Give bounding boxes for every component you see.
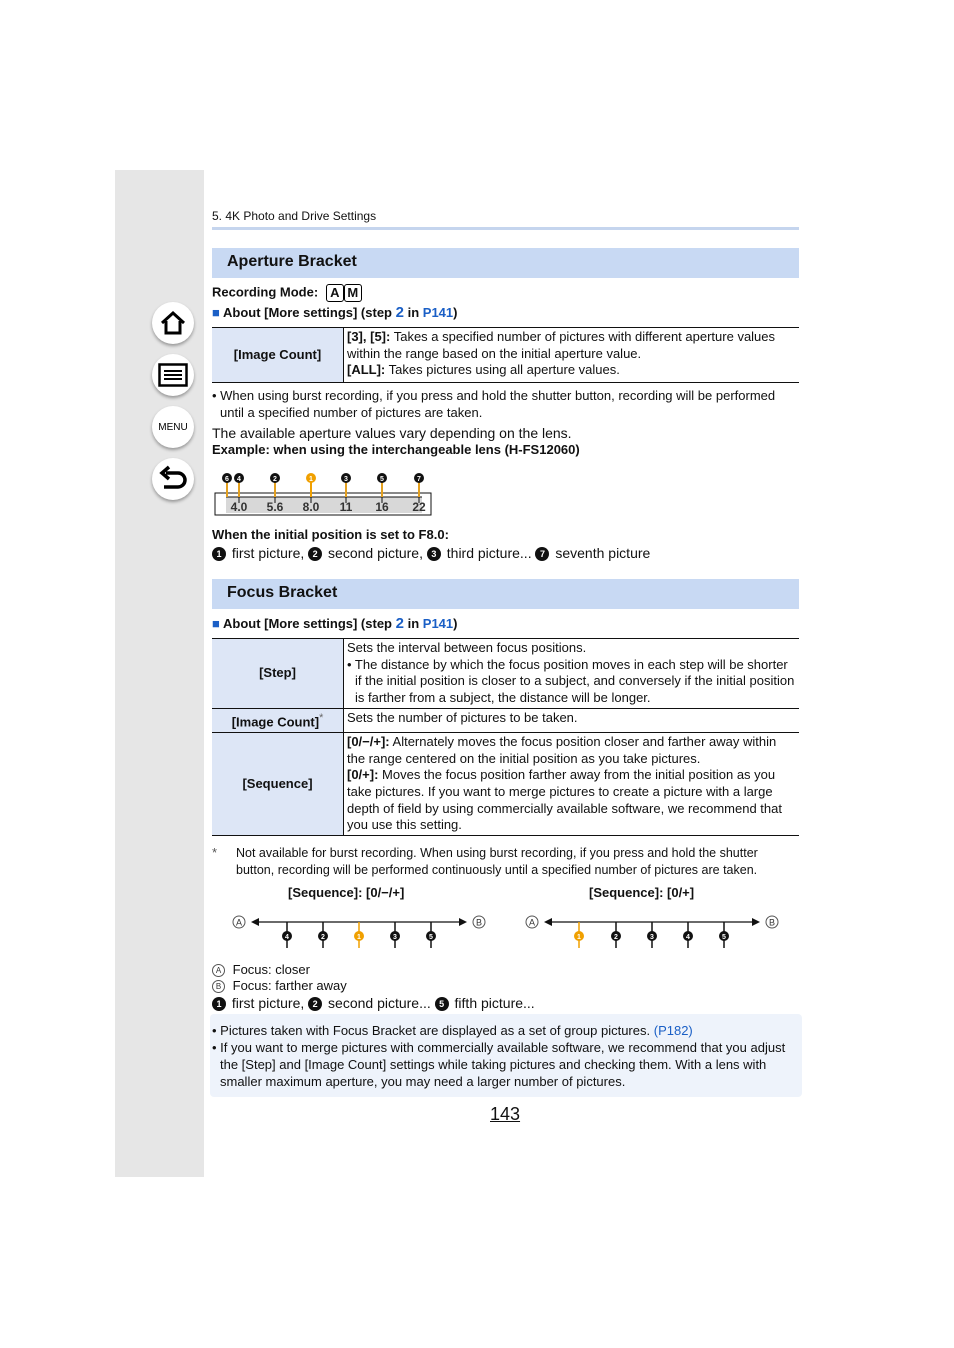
number-1-icon: 1 [212, 997, 226, 1011]
legend-text-2: second picture, [324, 545, 427, 561]
svg-text:6: 6 [225, 476, 229, 483]
note-1-link-p182[interactable]: (P182) [653, 1023, 693, 1038]
picture-marker-2 [318, 931, 328, 941]
page-number: 143 [490, 1104, 521, 1124]
aperture-value-label: 8.0 [302, 500, 320, 514]
aperture-value-label: 11 [339, 500, 353, 514]
focus-diagram-right [518, 905, 788, 955]
svg-text:2: 2 [614, 934, 618, 941]
picture-marker-3 [341, 473, 351, 483]
focus-settings-table [212, 638, 799, 836]
footnote-text: Not available for burst recording. When using burst recording, if you press and hold the shutter button, recording will be performed continuously until a specified number of pictures are taken. [236, 846, 758, 877]
back-button[interactable] [152, 458, 194, 500]
note-1-text: • Pictures taken with Focus Bracket are displayed as a set of group pictures. [212, 1023, 651, 1038]
seq-key-alternate: [0/−/+]: [347, 733, 390, 749]
number-1-icon: 1 [212, 547, 226, 561]
count-key-35: [3], [5]: [347, 329, 391, 344]
picture-marker-2 [611, 931, 621, 941]
svg-text:2: 2 [273, 476, 277, 483]
picture-marker-4 [282, 931, 292, 941]
picture-marker-5 [719, 931, 729, 941]
notes [212, 1022, 792, 1090]
about-step: 2 [395, 615, 404, 632]
number-3-icon: 3 [427, 547, 441, 561]
svg-text:B: B [768, 917, 776, 928]
picture-marker-2 [270, 473, 280, 483]
picture-marker-1 [306, 473, 316, 483]
picture-marker-4 [234, 473, 244, 483]
about-close: ) [453, 305, 458, 320]
step-line: Sets the interval between focus positions. [347, 640, 587, 655]
picture-marker-7 [414, 473, 424, 483]
arrow-right-icon [459, 918, 467, 926]
note-1 [212, 1022, 792, 1039]
letter-b-marker [766, 916, 778, 928]
home-button[interactable] [152, 302, 194, 344]
note-2: • If you want to merge pictures with commercially available software, we recommend that you adjust the [Step] and [Image Count] settings while taking pictures and checking them. With a lens with smaller maximum aperture, you may need a larger number of pictures. [212, 1040, 786, 1089]
number-7-icon: 7 [535, 547, 549, 561]
picture-marker-5 [426, 931, 436, 941]
svg-text:A: A [528, 917, 536, 928]
focus-diagram-left [225, 905, 495, 955]
letter-a-icon: A [212, 964, 225, 977]
about-step: 2 [395, 304, 404, 321]
number-2-icon: 2 [308, 997, 322, 1011]
focus-about-line [212, 615, 458, 632]
step-label: [Step] [212, 639, 344, 709]
letter-a-marker [233, 916, 245, 928]
breadcrumb: 5. 4K Photo and Drive Settings [212, 209, 377, 223]
diagram-right-title: [Sequence]: [0/+] [589, 885, 695, 900]
diagram-left-title: [Sequence]: [0/−/+] [288, 885, 405, 900]
about-link-p141[interactable]: P141 [422, 616, 454, 631]
image-count-label: [Image Count] [212, 328, 344, 383]
aperture-settings-table [212, 327, 799, 383]
aperture-picture-legend [212, 545, 650, 561]
number-2-icon: 2 [308, 547, 322, 561]
picture-marker-4 [683, 931, 693, 941]
legend-text-2: second picture... [324, 995, 435, 1011]
svg-text:B: B [475, 917, 483, 928]
focus-count-desc: Sets the number of pictures to be taken. [344, 708, 800, 732]
arrow-left-icon [251, 918, 259, 926]
contents-list-icon [158, 363, 188, 387]
about-in: in [407, 616, 420, 631]
svg-text:3: 3 [650, 934, 654, 941]
count-text-35: Takes a specified number of pictures with different aperture values within the range based on the initial aperture value. [347, 329, 776, 361]
legend-text-1: first picture, [228, 545, 309, 561]
arrow-right-icon [752, 918, 760, 926]
asterisk-mark: * [319, 711, 324, 724]
svg-text:5: 5 [722, 934, 726, 941]
image-count-desc [344, 328, 800, 383]
number-5-icon: 5 [435, 997, 449, 1011]
legend-text-1: first picture, [228, 995, 309, 1011]
count-label-text: [Image Count] [231, 714, 320, 730]
svg-text:1: 1 [357, 934, 361, 941]
legend-text-3: third picture... [442, 545, 536, 561]
header-rule [212, 227, 799, 230]
mode-m-icon: M [344, 284, 362, 302]
seq-text-alternate: Alternately moves the focus position closer and farther away within the range centered on the initial position as you take pictures. [347, 733, 777, 766]
step-bullet: • The distance by which the focus position moves in each step will be shorter if the initial position is closer to a subject, and conversely if the initial position is farther from a subject, the distance will be longer. [347, 656, 795, 706]
arrow-left-icon [544, 918, 552, 926]
mode-a-icon: A [326, 284, 344, 302]
picture-marker-3 [647, 931, 657, 941]
svg-text:3: 3 [393, 934, 397, 941]
svg-text:4: 4 [285, 934, 289, 941]
svg-text:1: 1 [577, 934, 581, 941]
menu-label: MENU [158, 421, 188, 433]
focus-picture-legend [212, 995, 535, 1011]
svg-text:2: 2 [321, 934, 325, 941]
legend-closer [212, 962, 310, 977]
aperture-value-label: 22 [412, 500, 426, 514]
seq-key-farther: [0/+]: [347, 767, 379, 783]
about-close: ) [453, 616, 458, 631]
initial-position-text: When the initial position is set to F8.0: [212, 527, 449, 542]
svg-text:4: 4 [237, 476, 241, 483]
recording-mode-line [212, 284, 362, 302]
sequence-label: [Sequence] [212, 732, 344, 835]
aperture-value-label: 16 [375, 500, 389, 514]
letter-b-icon: B [212, 980, 225, 993]
aperture-value-label: 5.6 [266, 500, 284, 514]
legend-farther [212, 978, 347, 993]
about-link-p141[interactable]: P141 [422, 305, 454, 320]
back-arrow-icon [158, 465, 188, 493]
menu-button[interactable] [152, 406, 194, 448]
square-bullet-icon: ■ [212, 305, 220, 320]
svg-text:5: 5 [380, 476, 384, 483]
aperture-about-line [212, 304, 458, 321]
square-bullet-icon: ■ [212, 616, 220, 631]
legend-text-7: seventh picture [551, 545, 651, 561]
svg-text:4: 4 [686, 934, 690, 941]
svg-text:5: 5 [429, 934, 433, 941]
picture-marker-1 [354, 931, 364, 941]
aperture-scale-diagram [212, 468, 437, 520]
contents-button[interactable] [152, 354, 194, 396]
footnote-star: * [212, 845, 218, 860]
burst-bullet: • When using burst recording, if you press and hold the shutter button, recording will be performed until a specified number of pictures are taken. [212, 388, 776, 420]
about-prefix: About [More settings] (step [223, 616, 392, 631]
letter-b-marker [473, 916, 485, 928]
svg-text:A: A [235, 917, 243, 928]
legend-farther-text: Focus: farther away [232, 978, 347, 993]
example-text: Example: when using the interchangeable lens (H-FS12060) [212, 442, 580, 457]
vary-text: The available aperture values vary depending on the lens. [212, 425, 572, 441]
svg-text:3: 3 [344, 476, 348, 483]
about-prefix: About [More settings] (step [223, 305, 392, 320]
aperture-bracket-heading: Aperture Bracket [212, 248, 799, 278]
picture-marker-3 [390, 931, 400, 941]
legend-text-5: fifth picture... [450, 995, 535, 1011]
recording-mode-label: Recording Mode: [212, 284, 319, 300]
scale-bar [226, 497, 422, 513]
picture-marker-5 [377, 473, 387, 483]
aperture-value-label: 4.0 [230, 500, 248, 514]
sequence-desc [344, 732, 800, 835]
count-text-all: Takes pictures using all aperture values. [385, 362, 620, 378]
svg-text:7: 7 [417, 476, 421, 483]
picture-marker-6 [222, 473, 232, 483]
legend-closer-text: Focus: closer [232, 962, 310, 977]
step-desc [344, 639, 800, 709]
letter-a-marker [526, 916, 538, 928]
count-key-all: [ALL]: [347, 362, 386, 378]
focus-bracket-heading: Focus Bracket [212, 579, 799, 609]
focus-image-count-label [212, 708, 344, 732]
picture-marker-1 [574, 931, 584, 941]
svg-text:1: 1 [309, 476, 313, 483]
seq-text-farther: Moves the focus position farther away from the initial position as you take pictures. If you want to merge pictures to create a picture with a large depth of field by using commercially available software, we recommend that you use this setting. [347, 767, 782, 833]
home-icon [159, 309, 187, 337]
about-in: in [407, 305, 420, 320]
